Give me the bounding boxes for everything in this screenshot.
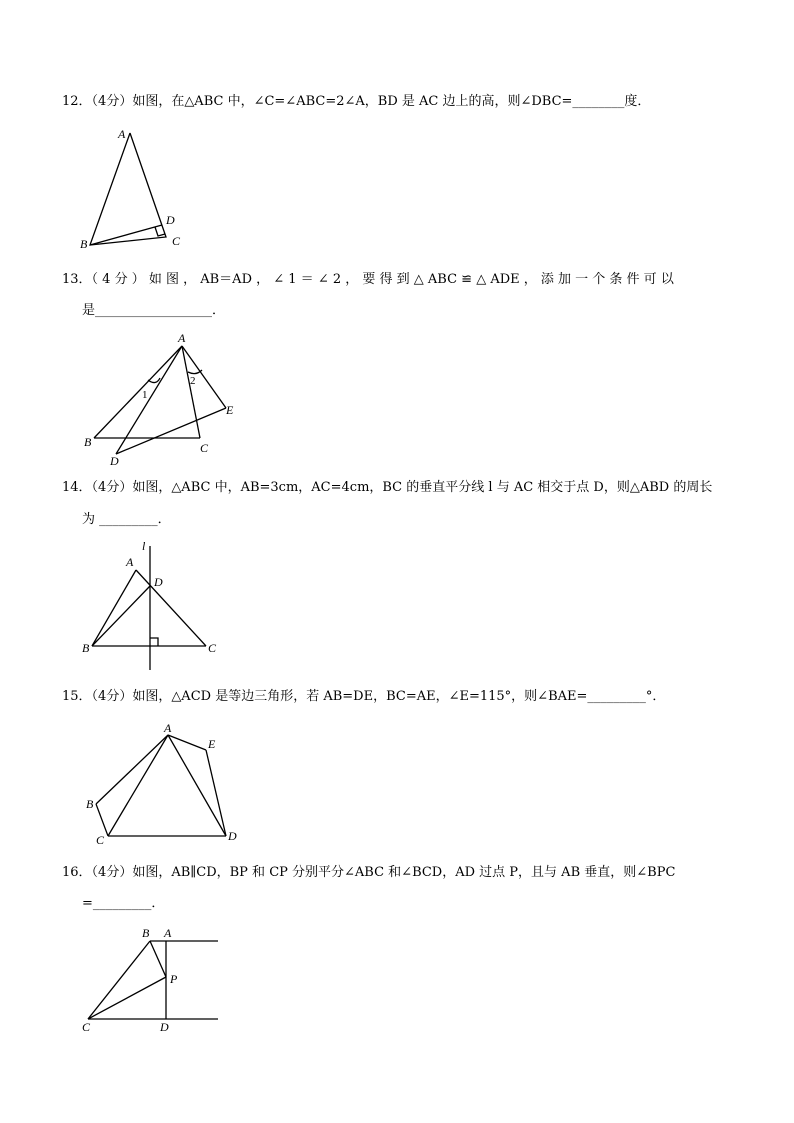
label-b: B (86, 797, 94, 811)
label-e: E (226, 403, 234, 417)
label-1: 1 (142, 389, 148, 401)
segment-ac (108, 735, 168, 836)
label-c: C (82, 1020, 91, 1034)
question-13-figure (80, 328, 250, 468)
question-16-text-line2: =_________． (82, 896, 165, 911)
question-14-text-line1: 14．（4分）如图，△ABC 中，AB=3cm，AC=4cm，BC 的垂直平分线 l 与 AC 相交于点 D，则△ABD 的周长 (62, 480, 713, 495)
question-16-figure (78, 925, 228, 1045)
segment-ad (168, 735, 226, 836)
label-a: A (126, 555, 134, 569)
label-d: D (160, 1020, 169, 1034)
label-b: B (82, 641, 90, 655)
label-l: l (142, 539, 146, 553)
segment-ab (94, 346, 182, 438)
label-d: D (154, 575, 163, 589)
label-c: C (208, 641, 217, 655)
label-b: B (142, 926, 150, 940)
triangle-abc (90, 133, 166, 245)
label-2: 2 (190, 375, 196, 387)
label-a: A (118, 127, 126, 141)
segment-ab (96, 735, 168, 804)
label-a: A (164, 926, 172, 940)
question-13-text-line2: 是__________________． (82, 303, 226, 318)
label-d: D (228, 829, 237, 843)
question-12-text: 12．（4分）如图，在△ABC 中，∠C=∠ABC=2∠A，BD 是 AC 边上的高，则∠DBC=________度． (62, 94, 651, 109)
segment-cp (88, 977, 166, 1019)
altitude-bd (90, 225, 162, 245)
label-a: A (164, 721, 172, 735)
label-a: A (178, 331, 186, 345)
question-14-figure (78, 536, 228, 676)
question-13-text-line1: 13．（ 4 分 ） 如 图 ， AB＝AD ， ∠ 1 ＝ ∠ 2 ， 要 得 到 △ ABC ≌ △ ADE ， 添 加 一 个 条 件 可 以 (62, 272, 674, 287)
label-b: B (80, 237, 88, 251)
label-c: C (200, 441, 209, 455)
label-e: E (208, 737, 216, 751)
segment-bc (88, 941, 150, 1019)
segment-ed (206, 750, 226, 836)
question-15-text: 15．（4分）如图，△ACD 是等边三角形，若 AB=DE，BC=AE，∠E=115°，则∠BAE=_________°． (62, 689, 666, 704)
segment-de (116, 408, 226, 454)
segment-ae (168, 735, 206, 750)
right-angle-mark (150, 638, 158, 646)
segment-bp (150, 941, 166, 977)
question-12-figure (78, 125, 198, 255)
label-c: C (96, 833, 105, 845)
question-15-figure (80, 720, 250, 845)
label-d: D (110, 454, 119, 468)
label-d: D (166, 213, 175, 227)
question-14-text-line2: 为 _________． (82, 512, 171, 527)
label-c: C (172, 234, 181, 248)
segment-ac (136, 570, 206, 646)
label-p: P (170, 972, 178, 986)
question-16-text-line1: 16．（4分）如图，AB∥CD，BP 和 CP 分别平分∠ABC 和∠BCD，AD 过点 P，且与 AB 垂直，则∠BPC (62, 865, 676, 880)
label-b: B (84, 435, 92, 449)
segment-bc (96, 804, 108, 836)
